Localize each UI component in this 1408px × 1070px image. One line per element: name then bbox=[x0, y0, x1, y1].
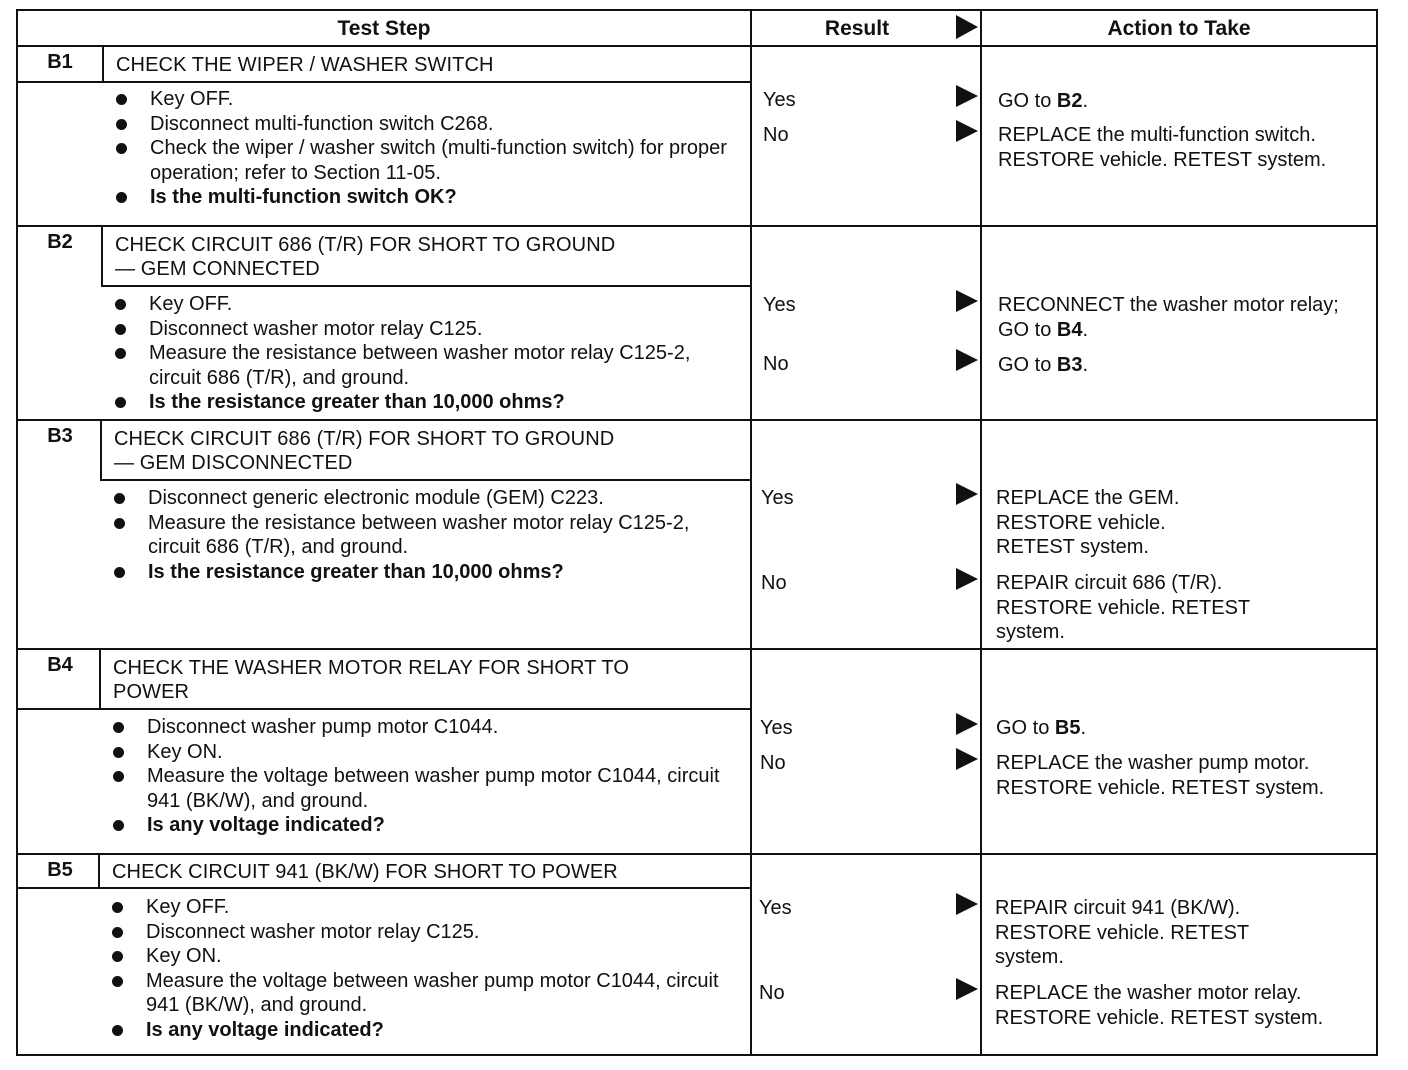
section-divider bbox=[18, 648, 1376, 650]
action-ref: B2 bbox=[1056, 90, 1083, 112]
step-id: B1 bbox=[47, 51, 73, 73]
result-yes: Yes bbox=[763, 294, 796, 316]
bullet-item: Disconnect generic electronic module (GEM) C223. bbox=[112, 486, 737, 511]
arrow-icon bbox=[956, 713, 978, 735]
title-divider bbox=[18, 708, 750, 710]
step-question: Is the resistance greater than 10,000 ohms? bbox=[113, 390, 733, 415]
action-text: REPLACE the washer pump motor. RESTORE vehicle. RETEST system. bbox=[996, 752, 1325, 799]
bullet-item: Key ON. bbox=[111, 740, 731, 765]
step-bullets bbox=[110, 895, 730, 1043]
action-text bbox=[998, 353, 1368, 378]
result-yes: Yes bbox=[763, 89, 796, 111]
action-pre: GO to bbox=[998, 354, 1057, 376]
arrow-icon bbox=[956, 568, 978, 590]
arrow-icon bbox=[956, 748, 978, 770]
bullet-item: Disconnect multi-function switch C268. bbox=[114, 112, 734, 137]
title-divider bbox=[100, 479, 750, 481]
step-id: B2 bbox=[47, 231, 73, 253]
result-no: No bbox=[760, 752, 786, 774]
action-text bbox=[998, 293, 1348, 342]
result-no: No bbox=[763, 353, 789, 375]
result-no: No bbox=[761, 572, 787, 594]
bullet-item: Measure the resistance between washer motor relay C125-2, circuit 686 (T/R), and ground. bbox=[113, 341, 733, 390]
arrow-icon bbox=[956, 483, 978, 505]
bullet-item: Check the wiper / washer switch (multi-function switch) for proper operation; refer to Section 11-05. bbox=[114, 136, 734, 185]
step-id: B3 bbox=[47, 425, 73, 447]
step-bullets bbox=[111, 715, 731, 838]
title-divider bbox=[18, 887, 750, 889]
bullet-item: Key OFF. bbox=[113, 292, 733, 317]
result-no: No bbox=[759, 982, 785, 1004]
action-ref: B4 bbox=[1056, 318, 1083, 341]
action-post: . bbox=[1082, 90, 1089, 112]
header-action: Action to Take bbox=[1107, 17, 1251, 40]
action-text: REPAIR circuit 686 (T/R). RESTORE vehicle. RETEST system. bbox=[996, 572, 1250, 643]
step-bullets bbox=[113, 292, 733, 415]
arrow-icon bbox=[956, 85, 978, 107]
action-post: . bbox=[1082, 354, 1089, 376]
action-ref: B3 bbox=[1056, 354, 1083, 376]
title-divider bbox=[101, 285, 750, 287]
action-pre: GO to bbox=[996, 717, 1055, 739]
action-pre: GO to bbox=[998, 90, 1057, 112]
diagnostic-table bbox=[16, 9, 1378, 1056]
divider-action-col bbox=[980, 11, 982, 1054]
result-yes: Yes bbox=[761, 487, 794, 509]
title-divider bbox=[18, 81, 750, 83]
bullet-item: Key OFF. bbox=[114, 87, 734, 112]
step-title-line: CHECK CIRCUIT 686 (T/R) FOR SHORT TO GROUND bbox=[114, 428, 615, 450]
header-test-step: Test Step bbox=[337, 17, 431, 40]
result-yes: Yes bbox=[759, 897, 792, 919]
bullet-item: Measure the voltage between washer pump motor C1044, circuit 941 (BK/W), and ground. bbox=[110, 969, 730, 1018]
arrow-icon bbox=[956, 290, 978, 312]
step-title: CHECK CIRCUIT 941 (BK/W) FOR SHORT TO POWER bbox=[112, 861, 618, 883]
section-divider bbox=[18, 419, 1376, 421]
arrow-icon bbox=[956, 120, 978, 142]
step-id-divider bbox=[102, 47, 104, 81]
step-title-line: CHECK CIRCUIT 686 (T/R) FOR SHORT TO GROUND bbox=[115, 234, 616, 256]
step-id: B4 bbox=[47, 654, 73, 676]
action-text: REPLACE the multi-function switch. RESTORE vehicle. RETEST system. bbox=[998, 124, 1327, 171]
action-text: REPAIR circuit 941 (BK/W). RESTORE vehicle. RETEST system. bbox=[995, 897, 1249, 968]
action-text: REPLACE the washer motor relay. RESTORE vehicle. RETEST system. bbox=[995, 982, 1324, 1029]
result-yes: Yes bbox=[760, 717, 793, 739]
step-bullets bbox=[114, 87, 734, 210]
bullet-item: Disconnect washer motor relay C125. bbox=[113, 317, 733, 342]
step-question: Is any voltage indicated? bbox=[110, 1018, 730, 1043]
bullet-item: Measure the resistance between washer motor relay C125-2, circuit 686 (T/R), and ground. bbox=[112, 511, 737, 560]
bullet-item: Disconnect washer pump motor C1044. bbox=[111, 715, 731, 740]
step-question: Is any voltage indicated? bbox=[111, 813, 731, 838]
step-title bbox=[115, 233, 615, 281]
action-text bbox=[998, 89, 1368, 114]
action-pre: RECONNECT the washer motor relay; GO to bbox=[998, 294, 1339, 341]
header-arrow-icon bbox=[956, 15, 978, 39]
header-divider bbox=[18, 45, 1376, 47]
step-question: Is the resistance greater than 10,000 ohms? bbox=[112, 560, 737, 585]
header-result: Result bbox=[824, 17, 890, 40]
step-bullets bbox=[112, 486, 737, 584]
arrow-icon bbox=[956, 349, 978, 371]
step-question: Is the multi-function switch OK? bbox=[114, 185, 734, 210]
arrow-icon bbox=[956, 893, 978, 915]
step-title bbox=[114, 427, 614, 475]
action-post: . bbox=[1082, 318, 1089, 341]
step-title bbox=[113, 656, 629, 704]
action-post: . bbox=[1080, 717, 1087, 739]
divider-result-col bbox=[750, 11, 752, 1054]
arrow-icon bbox=[956, 978, 978, 1000]
bullet-item: Measure the voltage between washer pump motor C1044, circuit 941 (BK/W), and ground. bbox=[111, 764, 731, 813]
action-text bbox=[996, 716, 1366, 741]
step-title: CHECK THE WIPER / WASHER SWITCH bbox=[116, 54, 494, 76]
bullet-item: Key ON. bbox=[110, 944, 730, 969]
action-text: REPLACE the GEM. RESTORE vehicle. RETEST system. bbox=[996, 487, 1180, 558]
step-title-line: CHECK THE WASHER MOTOR RELAY FOR SHORT TO bbox=[113, 657, 630, 679]
section-divider bbox=[18, 225, 1376, 227]
result-no: No bbox=[763, 124, 789, 146]
bullet-item: Disconnect washer motor relay C125. bbox=[110, 920, 730, 945]
bullet-item: Key OFF. bbox=[110, 895, 730, 920]
step-title-line: POWER bbox=[113, 681, 190, 703]
action-ref: B5 bbox=[1054, 717, 1081, 739]
section-divider bbox=[18, 853, 1376, 855]
step-id: B5 bbox=[47, 859, 73, 881]
step-title-line: — GEM CONNECTED bbox=[115, 258, 320, 280]
step-title-line: — GEM DISCONNECTED bbox=[114, 452, 353, 474]
